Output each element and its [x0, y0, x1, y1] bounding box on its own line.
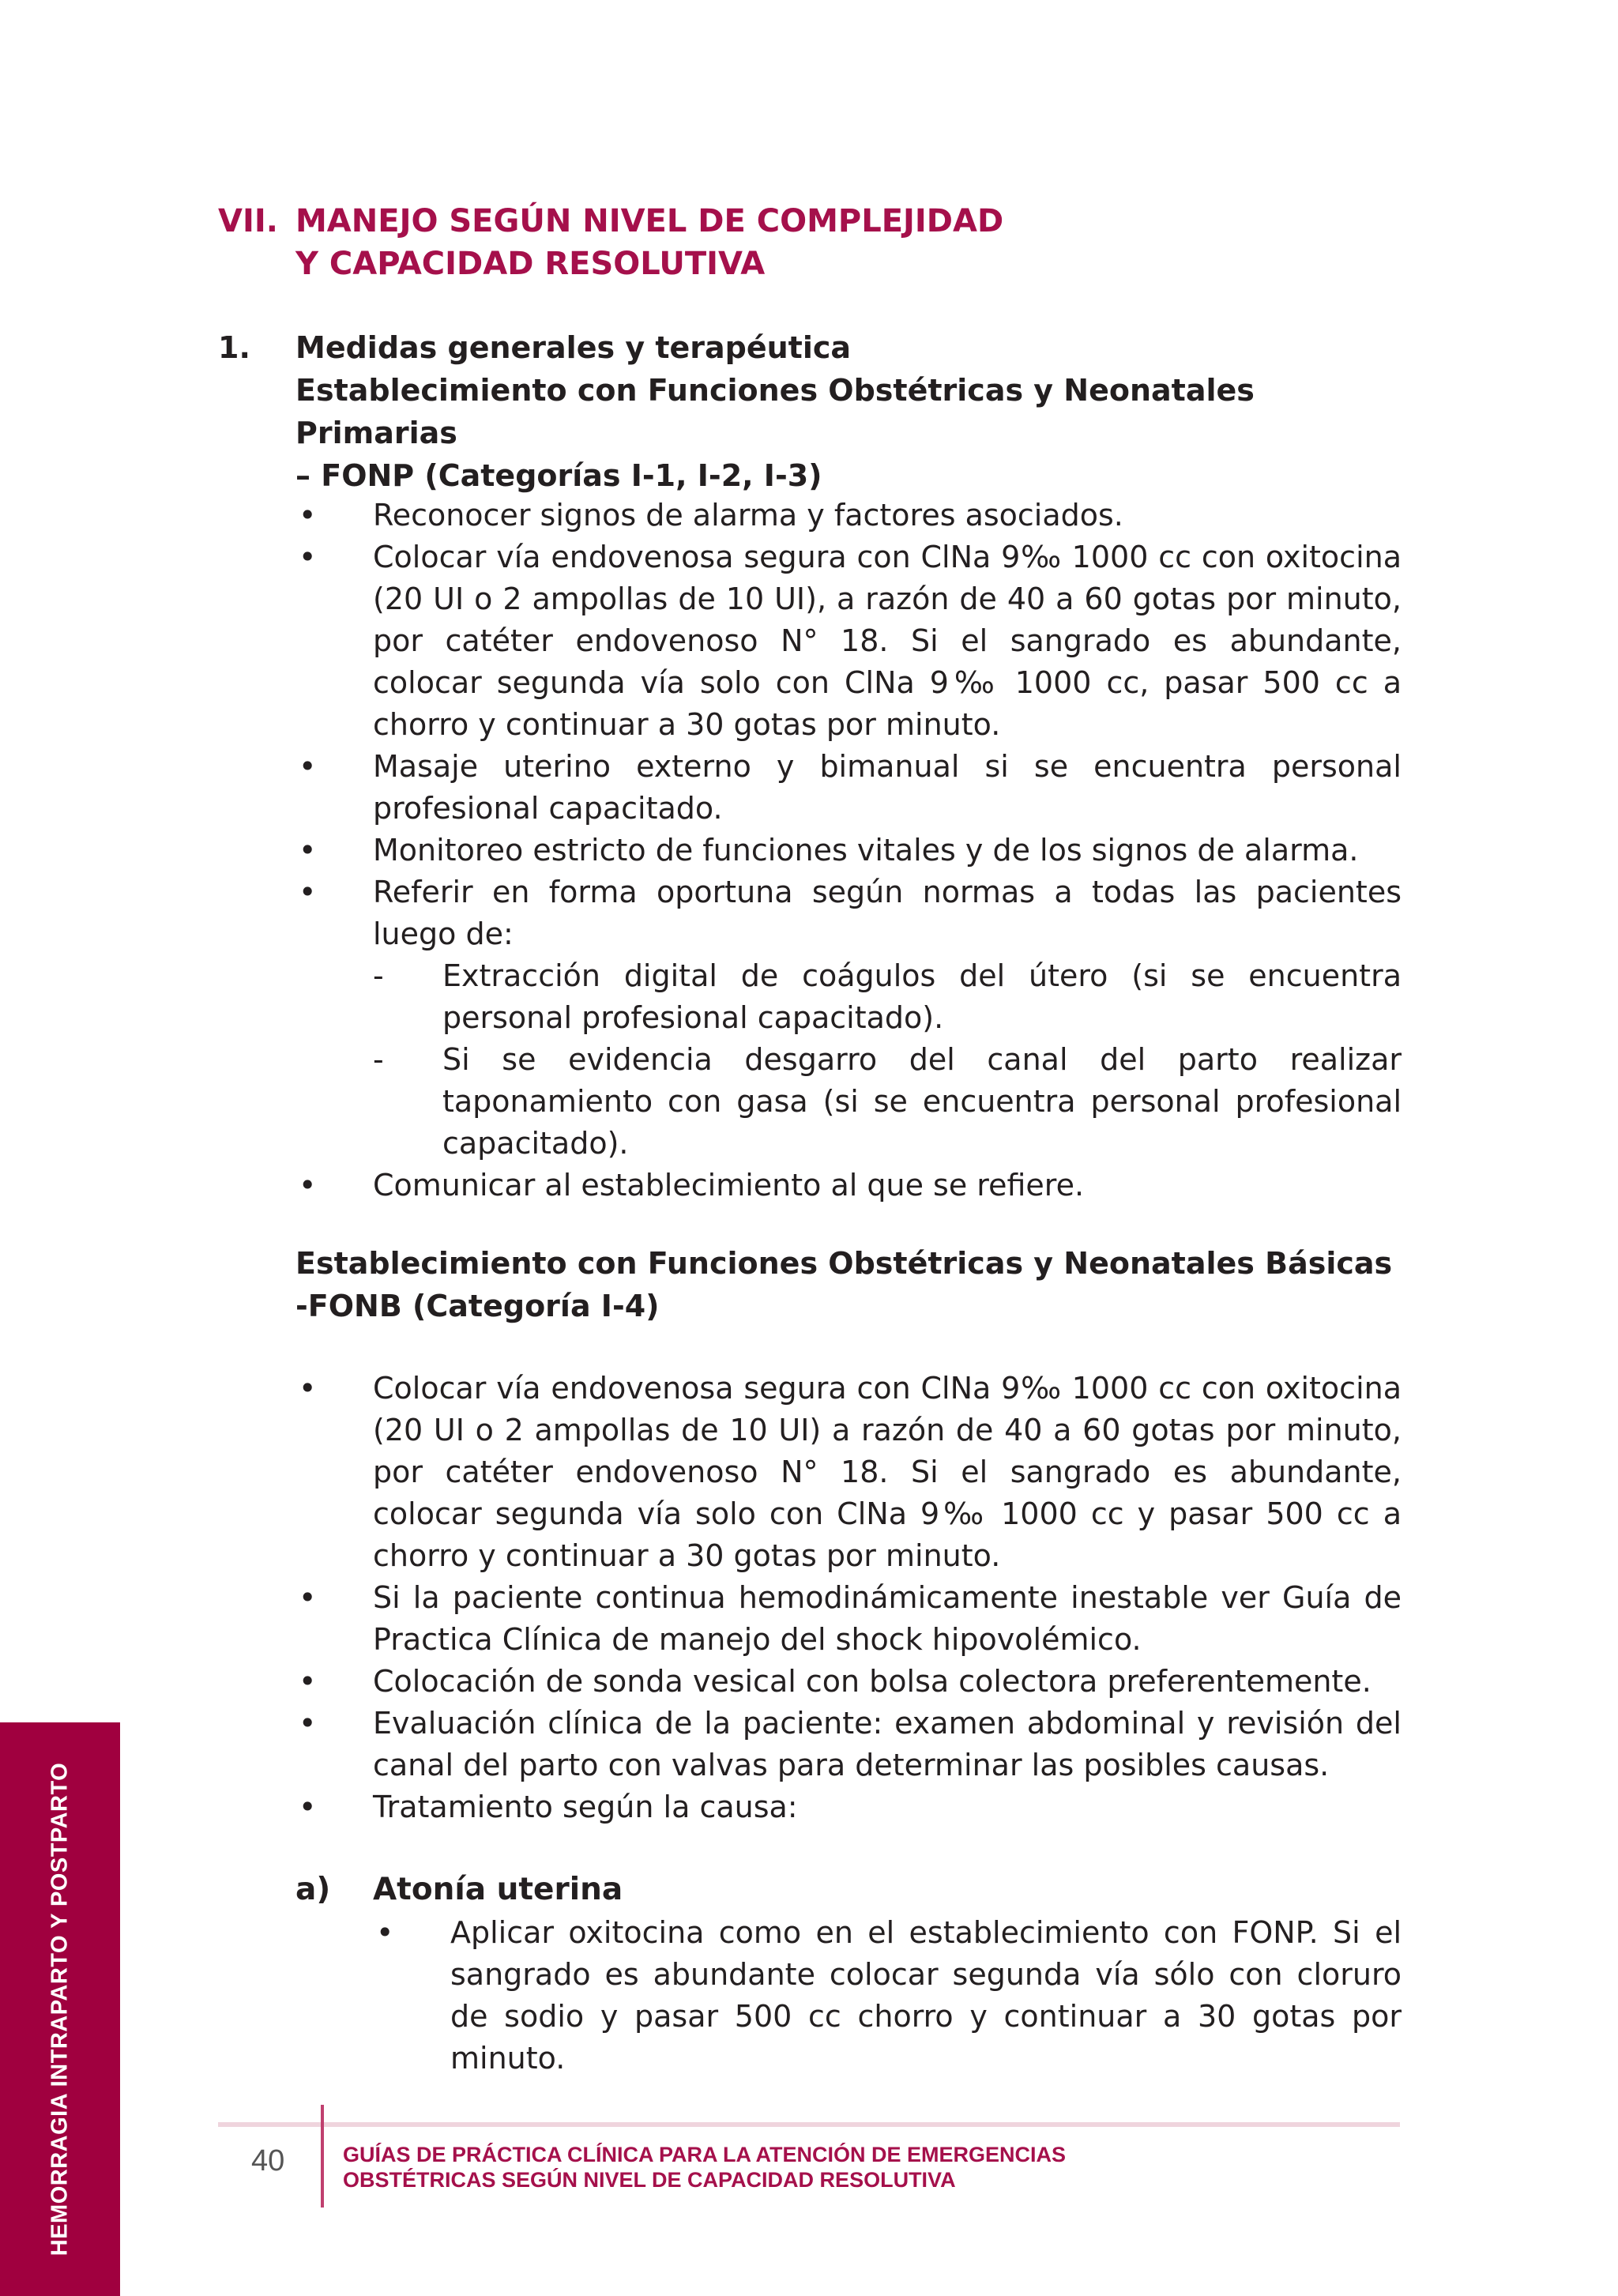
sub-list-item-text: Extracción digital de coágulos del útero (si se encuentra personal profesional capacitado).	[442, 958, 1402, 1035]
list-item-text: Colocar vía endovenosa segura con ClNa 9‰ 1000 cc con oxitocina (20 UI o 2 ampollas de 10 UI), a razón de 40 a 60 gotas por minuto, por catéter endovenoso N° 18. Si el sangrado es abundante, colocar segunda vía solo con ClNa 9‰ 1000 cc, pasar 500 cc a chorro y continuar a 30 gotas por minuto.	[373, 540, 1402, 742]
subsection-number: 1.	[218, 330, 250, 365]
list-item-text: Colocación de sonda vesical con bolsa colectora preferentemente.	[373, 1664, 1372, 1699]
bullet-icon: •	[299, 1790, 317, 1824]
list-item-text: Monitoreo estricto de funciones vitales y de los signos de alarma.	[373, 833, 1359, 868]
list-item-text: Reconocer signos de alarma y factores asociados.	[373, 498, 1123, 533]
bullet-icon: •	[299, 1371, 317, 1406]
list-item	[373, 1912, 1402, 2080]
atonia-title: Atonía uterina	[373, 1872, 623, 1907]
list-item-text: Referir en forma oportuna según normas a todas las pacientes luego de:	[373, 875, 1402, 951]
list-item	[295, 746, 1402, 830]
section-title-line1: MANEJO SEGÚN NIVEL DE COMPLEJIDAD	[295, 203, 1004, 239]
list-item	[295, 1368, 1402, 1577]
subsection-heading	[218, 326, 1403, 497]
page-number: 40	[251, 2144, 285, 2177]
fonp-list	[295, 495, 1402, 1206]
sidebar-label: HEMORRAGIA INTRAPARTO Y POSTPARTO	[47, 1762, 73, 2256]
atonia-letter: a)	[295, 1872, 331, 1907]
bullet-icon: •	[299, 1706, 317, 1741]
dash-icon: -	[373, 1042, 384, 1077]
bullet-icon: •	[299, 498, 317, 533]
section-title	[218, 200, 1403, 285]
footer-rule	[218, 2122, 1400, 2127]
list-item	[295, 1703, 1402, 1786]
list-item-text: Masaje uterino externo y bimanual si se encuentra personal profesional capacitado.	[373, 749, 1402, 826]
list-item-text: Comunicar al establecimiento al que se refiere.	[373, 1168, 1085, 1203]
atonia-list	[373, 1912, 1402, 2080]
bullet-icon: •	[299, 1168, 317, 1203]
sub-list-item-text: Si se evidencia desgarro del canal del parto realizar taponamiento con gasa (si se encuentra personal profesional capacitado).	[442, 1042, 1402, 1161]
bullet-icon: •	[299, 1580, 317, 1615]
subsection-line2: Establecimiento con Funciones Obstétricas y Neonatales Primarias	[295, 373, 1255, 450]
section-title-line2: Y CAPACIDAD RESOLUTIVA	[295, 246, 766, 282]
fonb-heading	[295, 1242, 1402, 1327]
bullet-icon: •	[299, 833, 317, 868]
list-item	[295, 1577, 1402, 1661]
footer-title-line2: OBSTÉTRICAS SEGÚN NIVEL DE CAPACIDAD RESOLUTIVA	[343, 2168, 956, 2192]
list-item	[295, 871, 1402, 955]
bullet-icon: •	[299, 749, 317, 784]
list-item	[295, 495, 1402, 536]
list-item-text: Evaluación clínica de la paciente: examen abdominal y revisión del canal del parto con valvas para determinar las posibles causas.	[373, 1706, 1402, 1782]
bullet-icon: •	[299, 875, 317, 909]
list-item	[295, 536, 1402, 746]
sidebar-tab	[0, 1722, 120, 2296]
footer-title-line1: GUÍAS DE PRÁCTICA CLÍNICA PARA LA ATENCIÓN DE EMERGENCIAS	[343, 2143, 1067, 2166]
list-item	[295, 1661, 1402, 1703]
list-item	[295, 1165, 1402, 1206]
fonb-heading-line1: Establecimiento con Funciones Obstétricas y Neonatales Básicas	[295, 1246, 1393, 1281]
list-item	[295, 830, 1402, 871]
subsection-line1: Medidas generales y terapéutica	[295, 330, 852, 365]
list-item-text: Si la paciente continua hemodinámicamente inestable ver Guía de Practica Clínica de manejo del shock hipovolémico.	[373, 1580, 1402, 1657]
section-number: VII.	[218, 203, 278, 239]
list-item	[295, 1786, 1402, 1828]
dash-icon: -	[373, 958, 384, 993]
footer-divider	[321, 2105, 324, 2208]
list-item-text: Colocar vía endovenosa segura con ClNa 9‰ 1000 cc con oxitocina (20 UI o 2 ampollas de 10 UI) a razón de 40 a 60 gotas por minuto, por catéter endovenoso N° 18. Si el sangrado es abundante, colocar segunda vía solo con ClNa 9‰ 1000 cc y pasar 500 cc a chorro y continuar a 30 gotas por minuto.	[373, 1371, 1402, 1573]
atonia-heading	[295, 1869, 623, 1911]
list-item-text: Tratamiento según la causa:	[373, 1790, 798, 1824]
footer-title	[343, 2142, 1066, 2192]
subsection-line3: – FONP (Categorías I-1, I-2, I-3)	[295, 458, 822, 493]
bullet-icon: •	[299, 1664, 317, 1699]
bullet-icon: •	[299, 540, 317, 574]
fonb-list	[295, 1368, 1402, 1828]
fonb-heading-line2: -FONB (Categoría I-4)	[295, 1289, 660, 1323]
sub-list-item	[295, 1039, 1402, 1165]
sub-list-item	[295, 955, 1402, 1039]
bullet-icon: •	[376, 1915, 394, 1950]
list-item-text: Aplicar oxitocina como en el establecimiento con FONP. Si el sangrado es abundante colocar segunda vía sólo con cloruro de sodio y pasar 500 cc chorro y continuar a 30 gotas por minuto.	[450, 1915, 1402, 2076]
